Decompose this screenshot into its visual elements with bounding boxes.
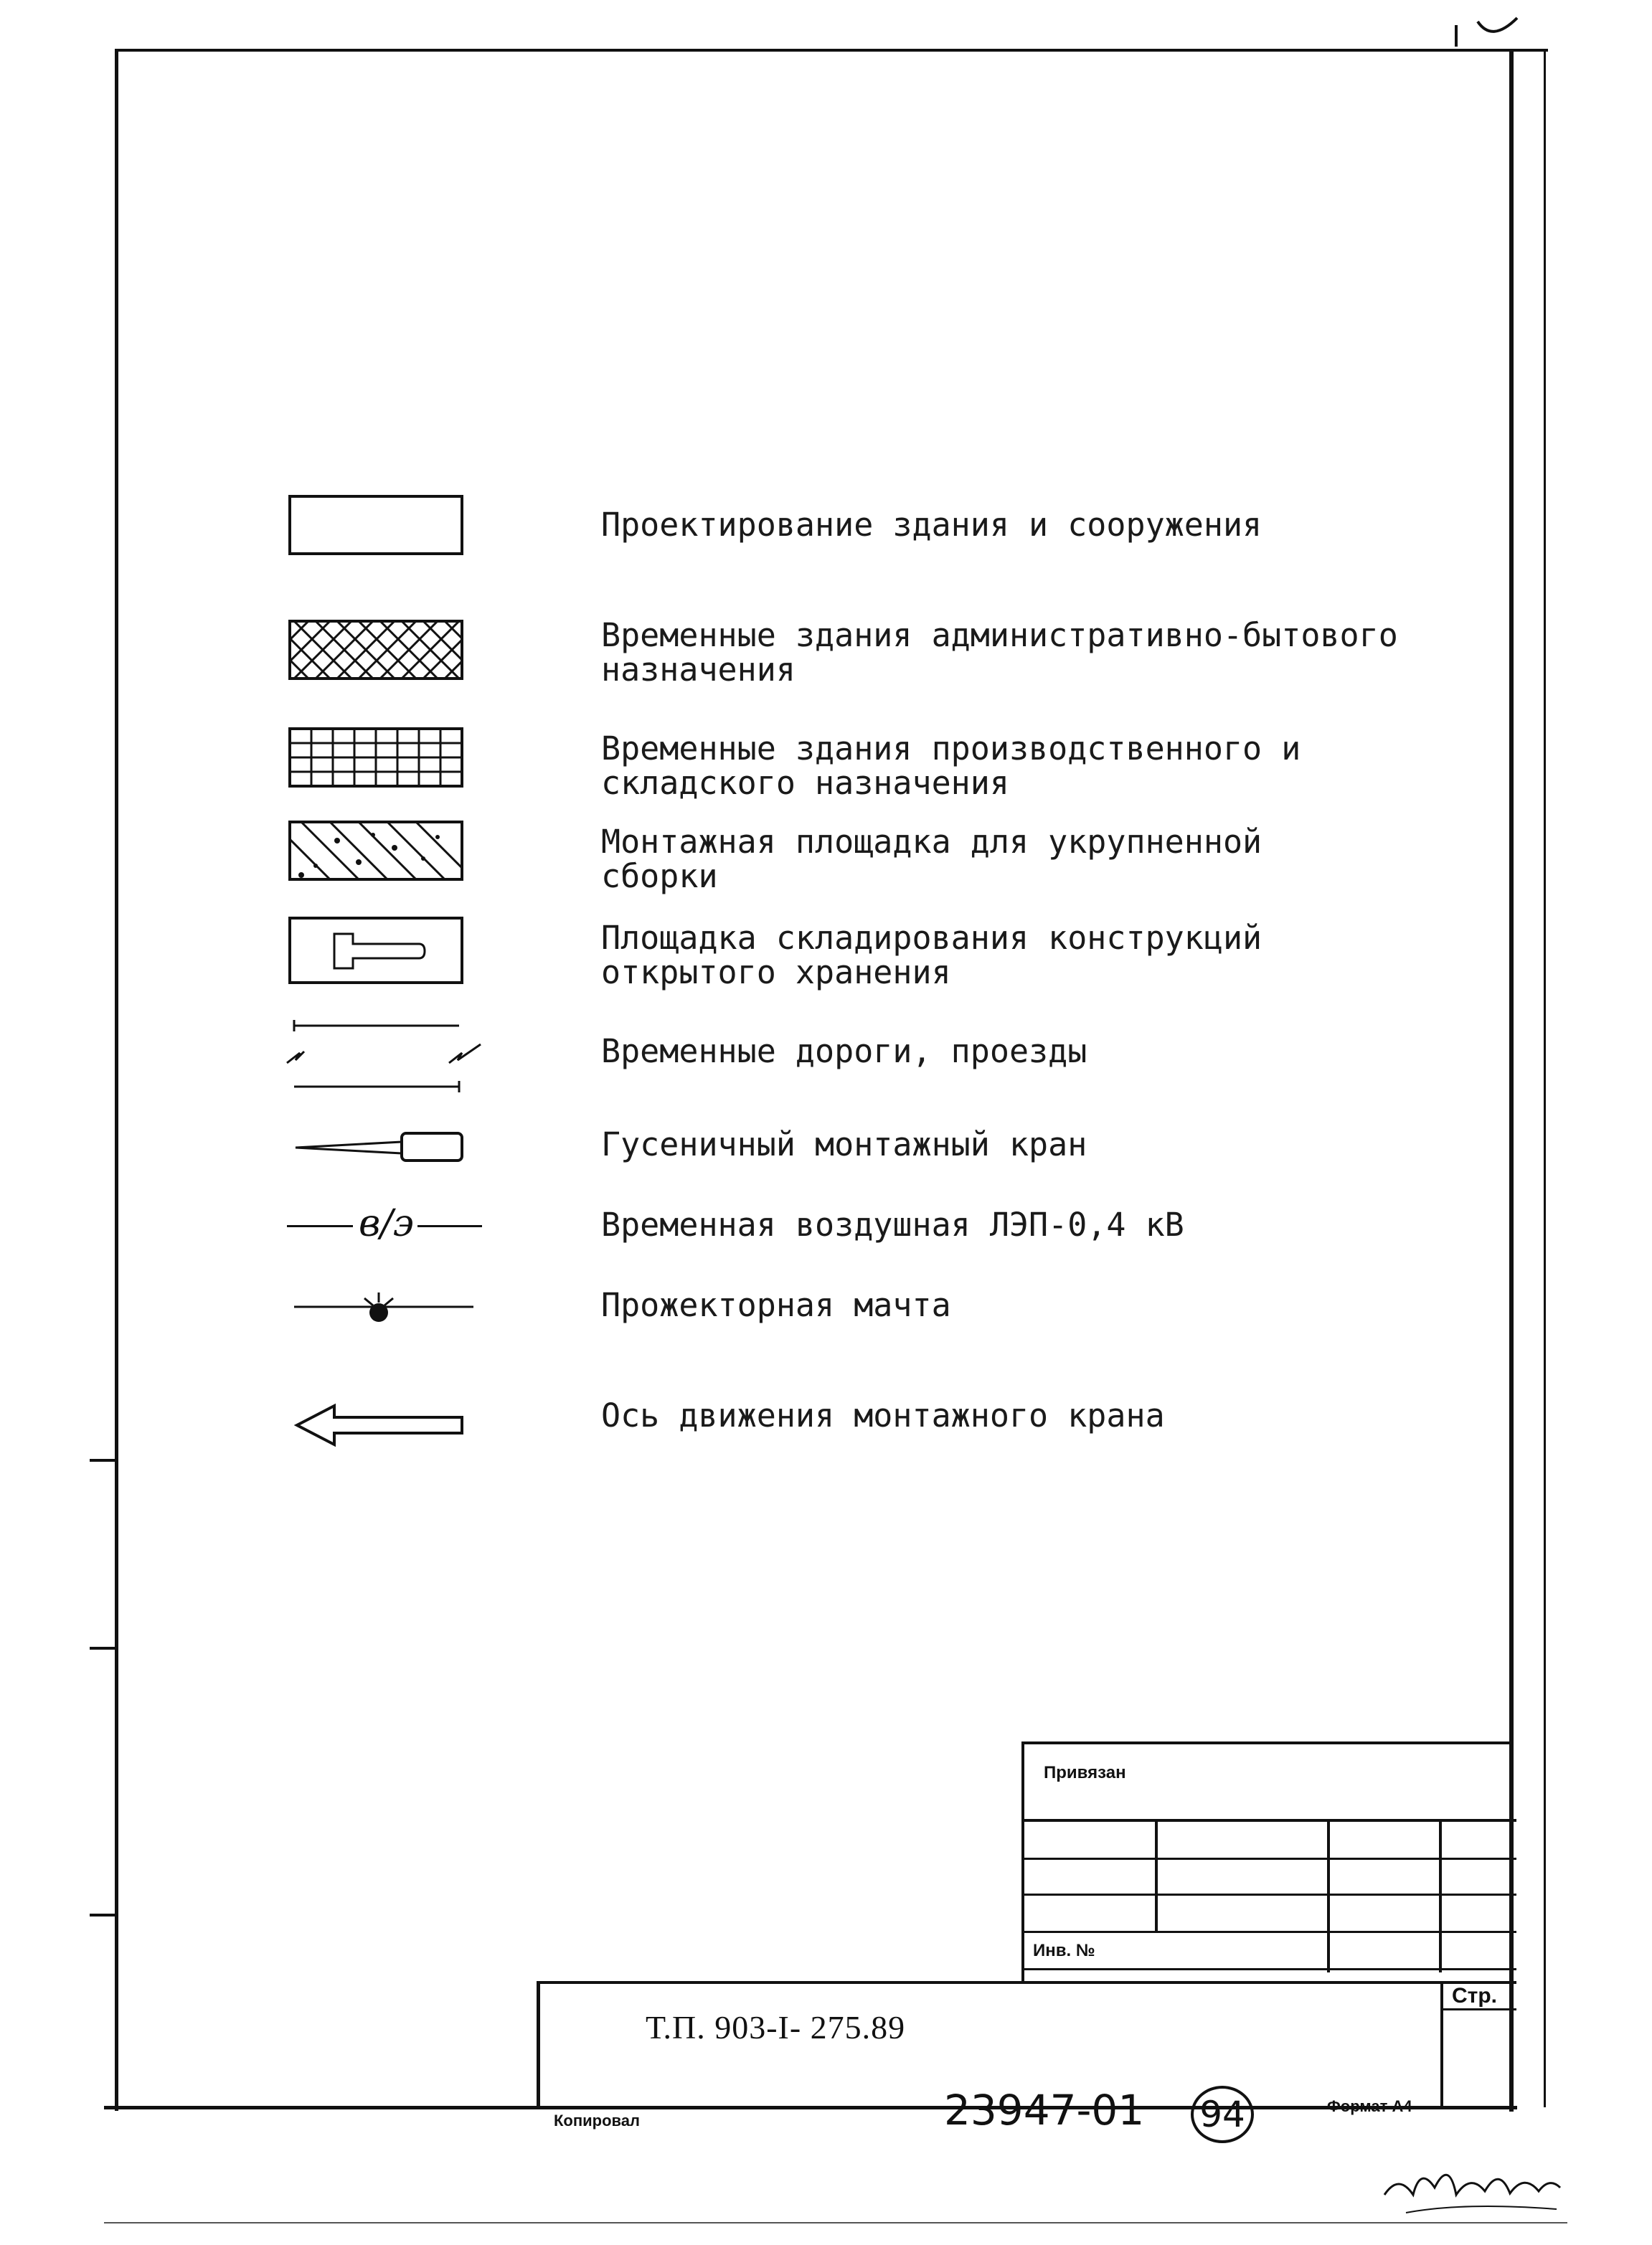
corner-mark bbox=[1449, 14, 1528, 50]
legend-label-designed-building: Проектирование здания и сооружения bbox=[601, 506, 1262, 544]
production-buildings-symbol bbox=[287, 726, 466, 790]
temporary-roads-symbol bbox=[280, 1018, 488, 1097]
legend-label-assembly-site: Монтажная площадка для укрупненной сборки bbox=[601, 823, 1262, 895]
inv-number-label: Инв. № bbox=[1033, 1941, 1095, 1960]
legend-label-floodlight-mast: Прожекторная мачта bbox=[601, 1286, 951, 1324]
assembly-site-symbol bbox=[287, 819, 466, 884]
legend-label-production-buildings: Временные здания производственного и складского назначения bbox=[601, 729, 1301, 802]
document-code: Т.П. 903-I- 275.89 bbox=[646, 2009, 906, 2046]
sheet-number: 94 bbox=[1199, 2094, 1245, 2135]
crawler-crane-symbol bbox=[287, 1126, 473, 1169]
power-line-symbol bbox=[287, 1195, 484, 1252]
archive-number: 23947-01 bbox=[944, 2086, 1145, 2135]
designed-building-symbol bbox=[287, 493, 466, 558]
page-label: Стр. bbox=[1452, 1984, 1498, 2008]
crane-axis-arrow-icon bbox=[287, 1400, 473, 1450]
legend-label-admin-buildings: Временные здания административно-бытового назначения bbox=[601, 616, 1398, 689]
legend-label-temporary-roads: Временные дороги, проезды bbox=[601, 1032, 1087, 1070]
legend-label-power-line: Временная воздушная ЛЭП-0,4 кВ bbox=[601, 1206, 1184, 1244]
copied-label: Копировал bbox=[554, 2112, 641, 2130]
legend-label-storage-site: Площадка складирования конструкций открытого хранения bbox=[601, 919, 1262, 991]
privyazan-label: Привязан bbox=[1044, 1763, 1126, 1782]
admin-buildings-symbol bbox=[287, 618, 466, 683]
sheet-number-circle bbox=[1191, 2086, 1254, 2143]
power-line-symbol-text: в/э bbox=[359, 1202, 414, 1245]
format-label: Формат А4 bbox=[1327, 2097, 1412, 2115]
signature bbox=[1377, 2145, 1571, 2223]
storage-site-symbol bbox=[287, 915, 466, 987]
legend-label-crawler-crane: Гусеничный монтажный кран bbox=[601, 1125, 1087, 1163]
legend-label-crane-axis: Ось движения монтажного крана bbox=[601, 1396, 1165, 1435]
floodlight-mast-symbol bbox=[287, 1288, 481, 1331]
